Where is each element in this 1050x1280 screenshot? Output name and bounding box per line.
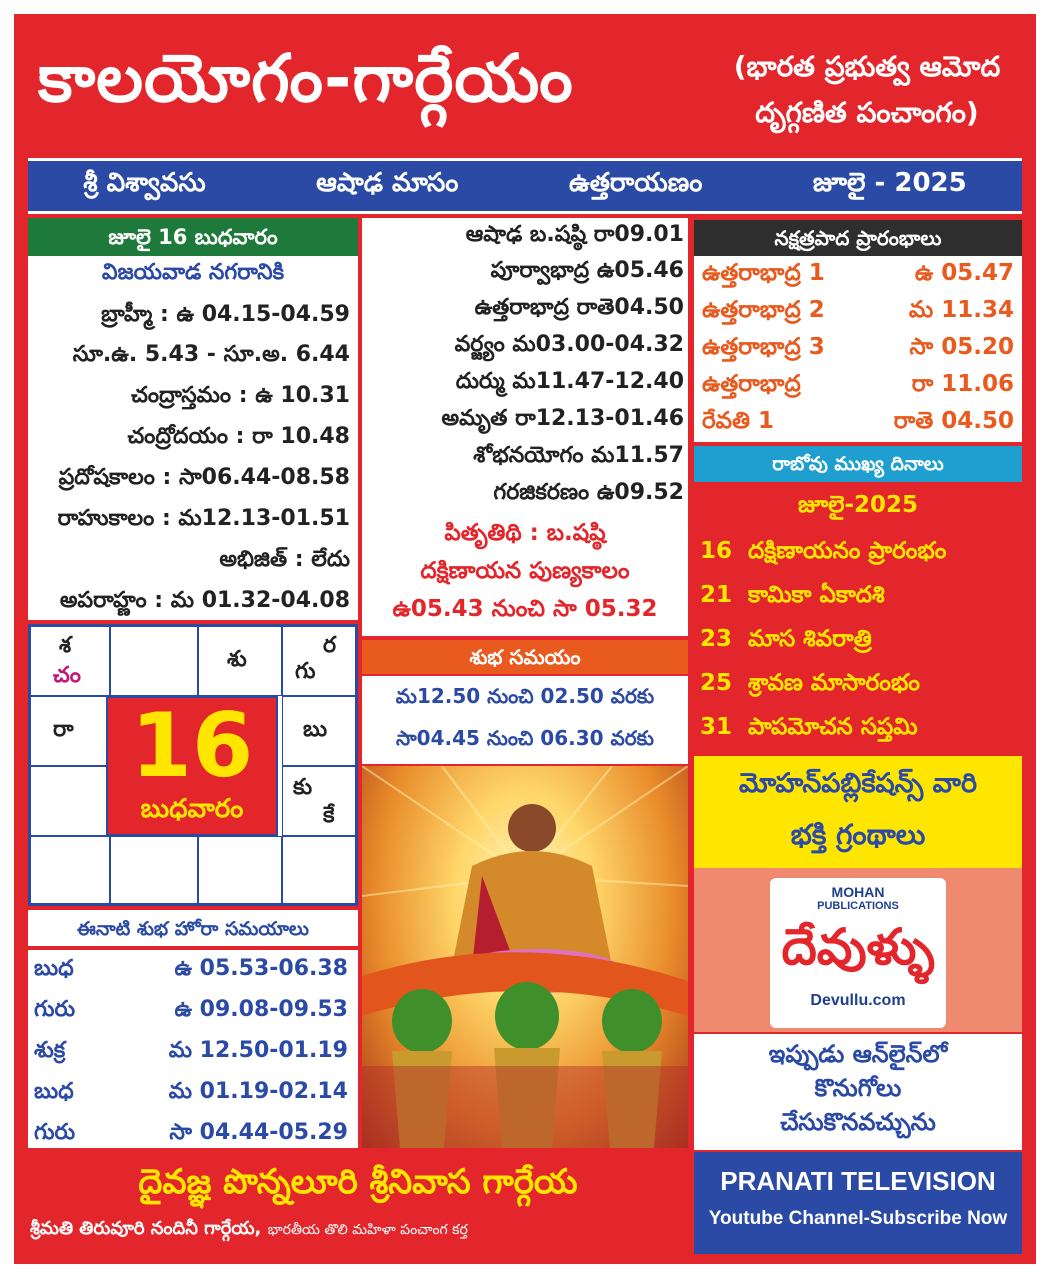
logo-brand-sub: PUBLICATIONS: [817, 900, 899, 912]
hora-planet: గురు: [34, 1120, 76, 1145]
nakshatra-name: ఉత్తరాభాద్ర 1: [702, 260, 825, 286]
festival-day: 21: [700, 582, 733, 608]
nakshatra-row: [702, 260, 1014, 292]
festival-name: మాస శివరాత్రి: [748, 626, 872, 652]
punyakalam-title: దక్షిణాయన పుణ్యకాలం: [420, 558, 630, 584]
grid-cell: [110, 836, 198, 904]
timing-line: అభిజిత్ : లేదు: [219, 547, 350, 572]
timing-line: సూ.ఉ. 5.43 - సూ.అ. 6.44: [72, 342, 350, 367]
nakshatra-name: రేవతి 1: [702, 408, 774, 434]
panchang-line: శోభనయోగం మ11.57: [473, 443, 684, 468]
co-author-line: [30, 1218, 686, 1243]
panchang-line: వర్జ్యం మ03.00-04.32: [454, 332, 684, 357]
nakshatra-row: [702, 371, 1014, 403]
online-line: కొనుగోలు: [814, 1074, 902, 1102]
festival-name: శ్రావణ మాసారంభం: [748, 670, 920, 696]
grid-planet: శ: [59, 633, 72, 658]
hora-time: ఉ 05.53-06.38: [174, 956, 348, 981]
timing-line: రాహుకాలం : మ12.13-01.51: [57, 506, 350, 531]
hora-time: మ 01.19-02.14: [168, 1079, 348, 1104]
hora-time: సా 04.44-05.29: [169, 1120, 348, 1145]
logo-wordmark: దేవుళ్ళు: [781, 918, 935, 976]
nakshatra-name: ఉత్తరాభాద్ర 2: [702, 297, 825, 323]
city-label: విజయవాడ నగరానికి: [101, 260, 285, 285]
grid-cell: [282, 626, 356, 696]
nakshatra-row: [702, 334, 1014, 366]
punyakalam-time: ఉ05.43 నుంచి సా 05.32: [392, 596, 658, 622]
hora-planet: శుక్ర: [34, 1038, 66, 1063]
shubha-header: శుభ సమయం: [362, 640, 688, 674]
grid-planet: కే: [323, 803, 335, 828]
festival-name: కామికా ఏకాదశి: [748, 582, 885, 608]
page-subtitle: (భారత ప్రభుత్వ ఆమోద దృగ్గణిత పంచాంగం): [733, 50, 1001, 129]
nakshatra-header: నక్షత్రపాద ప్రారంభాలు: [694, 220, 1022, 256]
festival-day: 23: [700, 626, 733, 652]
grid-cell: [198, 626, 282, 696]
nakshatra-row: [702, 297, 1014, 329]
online-line: చేసుకొనవచ్చును: [780, 1108, 936, 1136]
grid-planet: శు: [227, 647, 247, 672]
hora-row: [34, 997, 348, 1027]
grid-cell: [282, 836, 356, 904]
grid-planet: చం: [53, 663, 81, 688]
date-header: జూలై 16 బుధవారం: [28, 218, 358, 256]
panchang-line: ఆషాఢ బ.షష్ఠి రా09.01: [465, 222, 684, 247]
nakshatra-time: మ 11.34: [908, 297, 1014, 323]
day-name: బుధవారం: [140, 794, 244, 824]
grid-planet: రా: [53, 717, 74, 742]
festival-name: దక్షిణాయనం ప్రారంభం: [748, 538, 947, 564]
timing-line: ప్రదోషకాలం : సా06.44-08.58: [58, 465, 350, 490]
panchang-line: ఉత్తరాభాద్ర రాతె04.50: [474, 295, 684, 320]
ayana-name: ఉత్తరాయణం: [568, 168, 703, 198]
priest-photo-illustration: [362, 766, 688, 1148]
logo-brand: MOHAN: [831, 884, 885, 900]
nakshatra-row: [702, 408, 1014, 440]
hora-time: ఉ 09.08-09.53: [174, 997, 348, 1022]
festivals-title: జూలై-2025: [797, 492, 919, 518]
festival-row: [700, 538, 1022, 570]
co-author-title: భారతీయ తొలి మహిళా పంచాంగ కర్త: [267, 1222, 468, 1238]
hora-planet: బుధ: [34, 1079, 74, 1104]
festivals-header: రాబోవు ముఖ్య దినాలు: [694, 446, 1022, 482]
timing-line: బ్రాహ్మీ : ఉ 04.15-04.59: [101, 302, 350, 327]
festival-day: 25: [700, 670, 733, 696]
grid-planet: ర: [323, 633, 337, 658]
info-bar: [28, 158, 1022, 214]
month-name: ఆషాఢ మాసం: [316, 168, 459, 198]
hora-row: [34, 1038, 348, 1068]
festival-row: [700, 626, 1022, 658]
shubha-row: మ12.50 నుంచి 02.50 వరకు: [395, 684, 655, 708]
festival-day: 16: [700, 538, 733, 564]
grid-cell: [198, 836, 282, 904]
pranati-subscribe: Youtube Channel-Subscribe Now: [708, 1208, 1008, 1229]
hora-planet: బుధ: [34, 956, 74, 981]
grid-cell: [30, 696, 110, 766]
festival-name: పాపమోచన సప్తమి: [748, 714, 918, 740]
nakshatra-name: ఉత్తరాభాద్ర: [702, 371, 801, 397]
nakshatra-time: రా 11.06: [911, 371, 1014, 397]
logo-url: Devullu.com: [810, 992, 906, 1009]
hora-header: ఈనాటి శుభ హోరా సమయాలు: [28, 910, 358, 948]
month-year: జూలై - 2025: [812, 168, 967, 198]
priest-photo: [362, 766, 688, 1148]
online-line: ఇప్పుడు ఆన్‌లైన్‌లో: [768, 1040, 948, 1068]
grid-cell: [30, 836, 110, 904]
panchang-line: అమృత రా12.13-01.46: [441, 406, 684, 431]
mohan-subtitle: భక్తి గ్రంథాలు: [790, 818, 926, 851]
mohan-title: మోహన్‌పబ్లికేషన్స్ వారి: [739, 768, 977, 799]
festival-row: [700, 714, 1022, 746]
nakshatra-time: రాతె 04.50: [893, 408, 1014, 434]
grid-cell: [110, 626, 198, 696]
hora-row: [34, 1120, 348, 1150]
pitru-tithi: పితృతిథి : బ.షష్ఠి: [444, 520, 606, 546]
grid-planet: కు: [293, 775, 313, 800]
year-name: శ్రీ విశ్వావసు: [83, 168, 206, 198]
timing-line: చంద్రాస్తమం : ఉ 10.31: [131, 383, 350, 408]
nakshatra-time: ఉ 05.47: [914, 260, 1014, 286]
co-author-name: శ్రీమతి తిరువూరి నందినీ గార్గేయ,: [30, 1218, 262, 1239]
hora-time: మ 12.50-01.19: [168, 1038, 348, 1063]
nakshatra-name: ఉత్తరాభాద్ర 3: [702, 334, 825, 360]
grid-cell: [282, 696, 356, 766]
page-title: కాలయోగం-గార్గేయం: [38, 40, 574, 117]
pranati-title: PRANATI TELEVISION: [720, 1166, 996, 1196]
nakshatra-time: సా 05.20: [909, 334, 1014, 360]
grid-planet: గు: [295, 659, 316, 684]
hora-row: [34, 1079, 348, 1109]
hora-planet: గురు: [34, 997, 76, 1022]
grid-cell: [30, 626, 110, 696]
festival-row: [700, 670, 1022, 702]
author-name: దైవజ్ఞ పొన్నలూరి శ్రీనివాస గార్గేయ: [138, 1162, 578, 1202]
day-number: 16: [130, 694, 254, 797]
festival-day: 31: [700, 714, 733, 740]
timing-line: అపరాహ్ణం : మ 01.32-04.08: [59, 588, 350, 613]
grid-cell: [30, 766, 110, 836]
timing-line: చంద్రోదయం : రా 10.48: [127, 424, 350, 449]
festival-row: [700, 582, 1022, 614]
grid-planet: బు: [303, 717, 328, 742]
panchang-line: పూర్వాభాద్ర ఉ05.46: [490, 258, 684, 283]
grid-cell: [282, 766, 356, 836]
hora-row: [34, 956, 348, 986]
panchang-line: గరజికరణం ఉ09.52: [493, 480, 684, 505]
shubha-row: సా04.45 నుంచి 06.30 వరకు: [396, 726, 654, 750]
panchang-line: దుర్ము మ11.47-12.40: [455, 369, 684, 394]
